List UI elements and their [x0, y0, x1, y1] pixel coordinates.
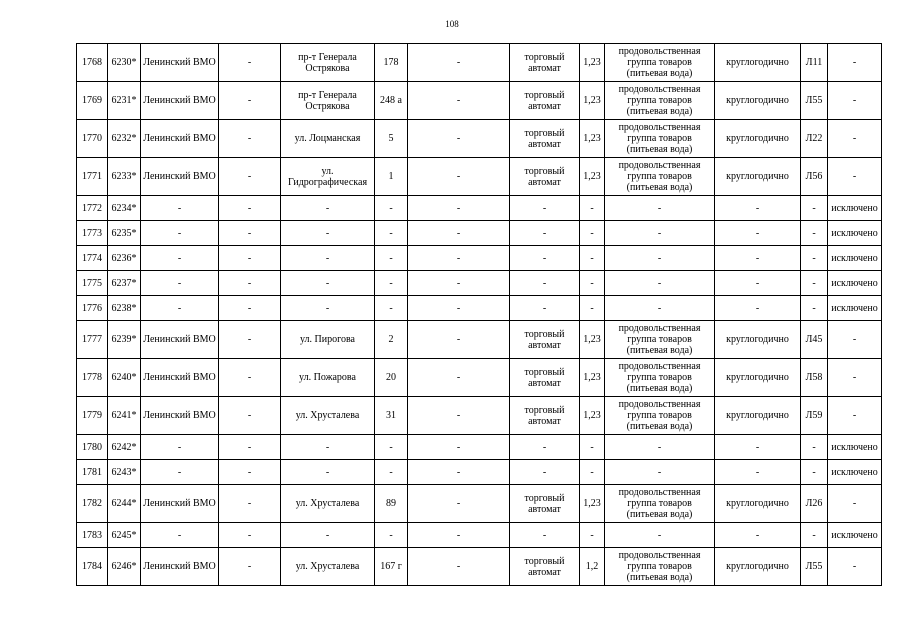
table-row [77, 120, 882, 158]
row-number-cell: 1770 [77, 120, 108, 158]
table-row [77, 460, 882, 485]
area-cell: - [580, 296, 605, 321]
zone-cell: - [801, 196, 828, 221]
column-7-cell: - [408, 523, 510, 548]
row-number-cell: 1774 [77, 246, 108, 271]
column-7-cell: - [408, 120, 510, 158]
note-cell: исключено [828, 271, 882, 296]
object-type-cell: торговый автомат [510, 397, 580, 435]
row-number-cell: 1772 [77, 196, 108, 221]
column-4-cell: - [219, 246, 281, 271]
district-cell: - [141, 271, 219, 296]
district-cell: Ленинский ВМО [141, 158, 219, 196]
period-cell: - [715, 523, 801, 548]
object-type-cell: торговый автомат [510, 359, 580, 397]
house-cell: 178 [375, 44, 408, 82]
note-cell: исключено [828, 460, 882, 485]
area-cell: - [580, 460, 605, 485]
row-number-cell: 1781 [77, 460, 108, 485]
column-7-cell: - [408, 271, 510, 296]
code-cell: 6239* [108, 321, 141, 359]
district-cell: Ленинский ВМО [141, 485, 219, 523]
table-row [77, 523, 882, 548]
district-cell: Ленинский ВМО [141, 359, 219, 397]
district-cell: Ленинский ВМО [141, 82, 219, 120]
column-7-cell: - [408, 397, 510, 435]
column-7-cell: - [408, 158, 510, 196]
object-type-cell: торговый автомат [510, 120, 580, 158]
column-7-cell: - [408, 460, 510, 485]
street-cell: - [281, 523, 375, 548]
area-cell: - [580, 435, 605, 460]
table-row [77, 221, 882, 246]
zone-cell: - [801, 271, 828, 296]
code-cell: 6236* [108, 246, 141, 271]
column-4-cell: - [219, 196, 281, 221]
object-type-cell: - [510, 246, 580, 271]
note-cell: - [828, 82, 882, 120]
zone-cell: Л26 [801, 485, 828, 523]
house-cell: - [375, 523, 408, 548]
column-4-cell: - [219, 82, 281, 120]
note-cell: - [828, 548, 882, 586]
district-cell: Ленинский ВМО [141, 120, 219, 158]
period-cell: круглогодично [715, 158, 801, 196]
table-row [77, 82, 882, 120]
placement-table [76, 43, 882, 586]
period-cell: - [715, 296, 801, 321]
code-cell: 6231* [108, 82, 141, 120]
table-row [77, 158, 882, 196]
column-7-cell: - [408, 196, 510, 221]
goods-cell: - [605, 435, 715, 460]
row-number-cell: 1779 [77, 397, 108, 435]
code-cell: 6241* [108, 397, 141, 435]
code-cell: 6230* [108, 44, 141, 82]
goods-cell: продовольственная группа товаров (питьевая вода) [605, 359, 715, 397]
street-cell: пр-т Генерала Острякова [281, 44, 375, 82]
house-cell: - [375, 460, 408, 485]
house-cell: 5 [375, 120, 408, 158]
zone-cell: - [801, 221, 828, 246]
goods-cell: продовольственная группа товаров (питьевая вода) [605, 548, 715, 586]
district-cell: - [141, 221, 219, 246]
row-number-cell: 1776 [77, 296, 108, 321]
area-cell: 1,23 [580, 82, 605, 120]
row-number-cell: 1784 [77, 548, 108, 586]
period-cell: - [715, 196, 801, 221]
street-cell: - [281, 435, 375, 460]
zone-cell: Л56 [801, 158, 828, 196]
note-cell: исключено [828, 296, 882, 321]
table-row [77, 397, 882, 435]
zone-cell: - [801, 296, 828, 321]
column-4-cell: - [219, 120, 281, 158]
note-cell: - [828, 44, 882, 82]
area-cell: - [580, 523, 605, 548]
column-4-cell: - [219, 158, 281, 196]
note-cell: исключено [828, 196, 882, 221]
column-7-cell: - [408, 82, 510, 120]
table-row [77, 296, 882, 321]
street-cell: ул. Пожарова [281, 359, 375, 397]
table-body [77, 44, 882, 586]
period-cell: круглогодично [715, 548, 801, 586]
period-cell: - [715, 460, 801, 485]
column-7-cell: - [408, 221, 510, 246]
area-cell: 1,23 [580, 321, 605, 359]
object-type-cell: - [510, 196, 580, 221]
column-7-cell: - [408, 435, 510, 460]
house-cell: - [375, 435, 408, 460]
code-cell: 6233* [108, 158, 141, 196]
goods-cell: - [605, 246, 715, 271]
house-cell: 89 [375, 485, 408, 523]
zone-cell: - [801, 523, 828, 548]
house-cell: - [375, 271, 408, 296]
object-type-cell: торговый автомат [510, 44, 580, 82]
table-row [77, 246, 882, 271]
area-cell: 1,23 [580, 359, 605, 397]
code-cell: 6238* [108, 296, 141, 321]
column-7-cell: - [408, 246, 510, 271]
goods-cell: - [605, 523, 715, 548]
note-cell: исключено [828, 246, 882, 271]
house-cell: 1 [375, 158, 408, 196]
house-cell: 167 г [375, 548, 408, 586]
code-cell: 6232* [108, 120, 141, 158]
column-7-cell: - [408, 321, 510, 359]
period-cell: круглогодично [715, 44, 801, 82]
street-cell: - [281, 246, 375, 271]
area-cell: 1,23 [580, 485, 605, 523]
table-row [77, 271, 882, 296]
code-cell: 6244* [108, 485, 141, 523]
object-type-cell: - [510, 296, 580, 321]
code-cell: 6235* [108, 221, 141, 246]
period-cell: - [715, 246, 801, 271]
code-cell: 6243* [108, 460, 141, 485]
area-cell: - [580, 271, 605, 296]
area-cell: - [580, 196, 605, 221]
note-cell: - [828, 397, 882, 435]
column-4-cell: - [219, 44, 281, 82]
row-number-cell: 1769 [77, 82, 108, 120]
column-4-cell: - [219, 221, 281, 246]
object-type-cell: торговый автомат [510, 321, 580, 359]
table-row [77, 548, 882, 586]
table-row [77, 485, 882, 523]
object-type-cell: - [510, 523, 580, 548]
column-4-cell: - [219, 321, 281, 359]
column-4-cell: - [219, 548, 281, 586]
zone-cell: Л58 [801, 359, 828, 397]
row-number-cell: 1782 [77, 485, 108, 523]
object-type-cell: - [510, 221, 580, 246]
code-cell: 6245* [108, 523, 141, 548]
street-cell: ул. Хрусталева [281, 485, 375, 523]
goods-cell: - [605, 221, 715, 246]
row-number-cell: 1775 [77, 271, 108, 296]
street-cell: - [281, 221, 375, 246]
column-4-cell: - [219, 397, 281, 435]
goods-cell: продовольственная группа товаров (питьевая вода) [605, 485, 715, 523]
period-cell: круглогодично [715, 82, 801, 120]
object-type-cell: торговый автомат [510, 158, 580, 196]
area-cell: - [580, 246, 605, 271]
period-cell: - [715, 271, 801, 296]
district-cell: Ленинский ВМО [141, 397, 219, 435]
period-cell: круглогодично [715, 359, 801, 397]
column-4-cell: - [219, 271, 281, 296]
street-cell: ул. Хрусталева [281, 548, 375, 586]
column-4-cell: - [219, 435, 281, 460]
district-cell: - [141, 296, 219, 321]
code-cell: 6246* [108, 548, 141, 586]
zone-cell: Л59 [801, 397, 828, 435]
goods-cell: - [605, 460, 715, 485]
column-7-cell: - [408, 485, 510, 523]
house-cell: 31 [375, 397, 408, 435]
object-type-cell: торговый автомат [510, 82, 580, 120]
zone-cell: - [801, 460, 828, 485]
note-cell: - [828, 120, 882, 158]
period-cell: круглогодично [715, 485, 801, 523]
page-number: 108 [445, 19, 459, 29]
period-cell: - [715, 221, 801, 246]
column-7-cell: - [408, 296, 510, 321]
zone-cell: Л55 [801, 82, 828, 120]
row-number-cell: 1777 [77, 321, 108, 359]
district-cell: - [141, 460, 219, 485]
street-cell: ул. Гидрографическая [281, 158, 375, 196]
street-cell: пр-т Генерала Острякова [281, 82, 375, 120]
note-cell: исключено [828, 523, 882, 548]
district-cell: - [141, 435, 219, 460]
period-cell: - [715, 435, 801, 460]
house-cell: 20 [375, 359, 408, 397]
object-type-cell: - [510, 271, 580, 296]
note-cell: - [828, 485, 882, 523]
note-cell: исключено [828, 435, 882, 460]
house-cell: 2 [375, 321, 408, 359]
object-type-cell: - [510, 460, 580, 485]
goods-cell: продовольственная группа товаров (питьевая вода) [605, 321, 715, 359]
area-cell: 1,23 [580, 397, 605, 435]
column-4-cell: - [219, 523, 281, 548]
row-number-cell: 1768 [77, 44, 108, 82]
period-cell: круглогодично [715, 321, 801, 359]
zone-cell: - [801, 246, 828, 271]
house-cell: - [375, 296, 408, 321]
street-cell: - [281, 460, 375, 485]
row-number-cell: 1780 [77, 435, 108, 460]
house-cell: - [375, 246, 408, 271]
goods-cell: продовольственная группа товаров (питьевая вода) [605, 397, 715, 435]
house-cell: - [375, 196, 408, 221]
code-cell: 6242* [108, 435, 141, 460]
goods-cell: продовольственная группа товаров (питьевая вода) [605, 120, 715, 158]
area-cell: 1,23 [580, 158, 605, 196]
column-7-cell: - [408, 548, 510, 586]
row-number-cell: 1771 [77, 158, 108, 196]
zone-cell: Л45 [801, 321, 828, 359]
period-cell: круглогодично [715, 120, 801, 158]
area-cell: 1,23 [580, 120, 605, 158]
area-cell: - [580, 221, 605, 246]
code-cell: 6234* [108, 196, 141, 221]
house-cell: 248 а [375, 82, 408, 120]
zone-cell: Л22 [801, 120, 828, 158]
note-cell: - [828, 359, 882, 397]
column-7-cell: - [408, 44, 510, 82]
row-number-cell: 1773 [77, 221, 108, 246]
district-cell: Ленинский ВМО [141, 321, 219, 359]
table-row [77, 44, 882, 82]
code-cell: 6240* [108, 359, 141, 397]
district-cell: Ленинский ВМО [141, 44, 219, 82]
street-cell: - [281, 271, 375, 296]
row-number-cell: 1778 [77, 359, 108, 397]
goods-cell: продовольственная группа товаров (питьевая вода) [605, 82, 715, 120]
goods-cell: - [605, 196, 715, 221]
row-number-cell: 1783 [77, 523, 108, 548]
object-type-cell: торговый автомат [510, 485, 580, 523]
street-cell: - [281, 296, 375, 321]
note-cell: - [828, 321, 882, 359]
goods-cell: - [605, 271, 715, 296]
district-cell: - [141, 246, 219, 271]
table-row [77, 435, 882, 460]
district-cell: Ленинский ВМО [141, 548, 219, 586]
street-cell: - [281, 196, 375, 221]
table-row [77, 321, 882, 359]
table-row [77, 196, 882, 221]
house-cell: - [375, 221, 408, 246]
goods-cell: - [605, 296, 715, 321]
object-type-cell: - [510, 435, 580, 460]
goods-cell: продовольственная группа товаров (питьевая вода) [605, 158, 715, 196]
period-cell: круглогодично [715, 397, 801, 435]
goods-cell: продовольственная группа товаров (питьевая вода) [605, 44, 715, 82]
street-cell: ул. Хрусталева [281, 397, 375, 435]
object-type-cell: торговый автомат [510, 548, 580, 586]
note-cell: исключено [828, 221, 882, 246]
column-4-cell: - [219, 359, 281, 397]
note-cell: - [828, 158, 882, 196]
street-cell: ул. Пирогова [281, 321, 375, 359]
column-4-cell: - [219, 460, 281, 485]
column-4-cell: - [219, 296, 281, 321]
zone-cell: - [801, 435, 828, 460]
district-cell: - [141, 196, 219, 221]
column-4-cell: - [219, 485, 281, 523]
area-cell: 1,23 [580, 44, 605, 82]
column-7-cell: - [408, 359, 510, 397]
area-cell: 1,2 [580, 548, 605, 586]
street-cell: ул. Лоцманская [281, 120, 375, 158]
code-cell: 6237* [108, 271, 141, 296]
table-row [77, 359, 882, 397]
zone-cell: Л55 [801, 548, 828, 586]
district-cell: - [141, 523, 219, 548]
zone-cell: Л11 [801, 44, 828, 82]
